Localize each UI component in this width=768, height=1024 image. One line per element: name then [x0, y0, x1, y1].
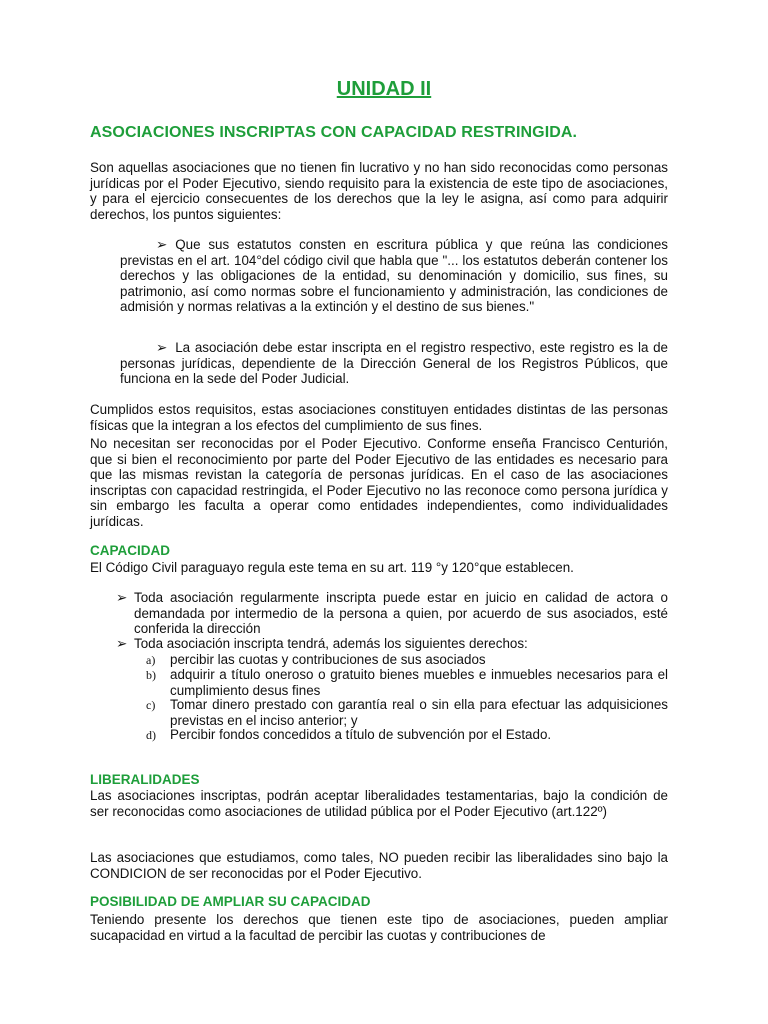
- derecho-item: [146, 727, 668, 743]
- derecho-text: Percibir fondos concedidos a título de subvención por el Estado.: [170, 727, 552, 742]
- derecho-letter: c): [146, 698, 156, 712]
- arrow-bullet-icon: ➢: [116, 636, 128, 651]
- derecho-text: Tomar dinero prestado con garantía real o sin ella para efectuar las adquisiciones previstas en el inciso anterior; y: [170, 697, 668, 728]
- derecho-letter: d): [146, 728, 156, 742]
- derecho-item: [146, 697, 668, 728]
- capacidad-bullet-1-text: Toda asociación regularmente inscripta puede estar en juicio en calidad de actora o demandada por intermedio de la persona a quien, por acuerdo de sus asociados, esté conferida la dirección: [134, 590, 668, 637]
- liberalidades-heading: LIBERALIDADES: [90, 772, 200, 787]
- requisito-2-text: La asociación debe estar inscripta en el registro respectivo, este registro es la de personas jurídicas, dependiente de la Dirección General de los Registros Públicos, que funciona en la sede del Poder Judicial.: [120, 340, 668, 387]
- arrow-bullet-icon: ➢: [116, 590, 128, 605]
- liberalidades-paragraph-1: Las asociaciones inscriptas, podrán aceptar liberalidades testamentarias, bajo la condición de ser reconocidas como asociaciones de utilidad pública por el Poder Ejecutivo (art.122º): [90, 788, 668, 819]
- arrow-bullet-icon: ➢: [156, 237, 168, 252]
- derecho-text: percibir las cuotas y contribuciones de sus asociados: [170, 652, 486, 667]
- derecho-item: [146, 652, 668, 668]
- derecho-text: adquirir a título oneroso o gratuito bienes muebles e inmuebles necesarios para el cumplimiento desus fines: [170, 667, 668, 698]
- capacidad-intro: El Código Civil paraguayo regula este tema en su art. 119 °y 120°que establecen.: [90, 560, 574, 575]
- capacidad-heading: CAPACIDAD: [90, 543, 170, 558]
- unit-title: UNIDAD II: [336, 78, 432, 100]
- posibilidad-paragraph: Teniendo presente los derechos que tienen este tipo de asociaciones, pueden ampliar sucapacidad en virtud a la facultad de percibir las cuotas y contribuciones de: [90, 912, 668, 943]
- derecho-item: [146, 667, 668, 698]
- capacidad-bullet-2: [116, 636, 668, 652]
- posibilidad-heading: POSIBILIDAD DE AMPLIAR SU CAPACIDAD: [90, 894, 371, 909]
- requisito-1-text: Que sus estatutos consten en escritura pública y que reúna las condiciones previstas en el art. 104°del código civil que habla que "... los estatutos deberán contener los derechos y las obligaciones de la entidad, su denominación y domicilio, sus fines, su patrimonio, así como normas sobre el funcionamiento y administración, las condiciones de admisión y normas relativas a la extinción y el destino de sus bienes.": [120, 237, 668, 315]
- capacidad-bullet-2-text: Toda asociación inscripta tendrá, además los siguientes derechos:: [134, 636, 528, 651]
- liberalidades-paragraph-2: Las asociaciones que estudiamos, como tales, NO pueden recibir las liberalidades sino bajo la CONDICION de ser reconocidas por el Poder Ejecutivo.: [90, 850, 668, 881]
- cumplidos-paragraph: Cumplidos estos requisitos, estas asociaciones constituyen entidades distintas de las personas físicas que la integran a los efectos del cumplimiento de sus fines.: [90, 402, 668, 433]
- no-necesitan-paragraph: No necesitan ser reconocidas por el Poder Ejecutivo. Conforme enseña Francisco Centurión, que si bien el reconocimiento por parte del Poder Ejecutivo de las entidades es necesario para que las mismas revistan la categoría de personas jurídicas. En el caso de las asociaciones inscriptas con capacidad restringida, el Poder Ejecutivo no las reconoce como persona jurídica y sin embargo les faculta a operar como entidades independientes, como individualidades jurídicas.: [90, 436, 668, 529]
- arrow-bullet-icon: ➢: [156, 340, 168, 355]
- requisito-2: [120, 340, 668, 387]
- capacidad-bullet-1: [116, 590, 668, 637]
- derecho-letter: b): [146, 668, 156, 682]
- requisito-1: [120, 237, 668, 315]
- section-heading: ASOCIACIONES INSCRIPTAS CON CAPACIDAD RESTRINGIDA.: [90, 124, 578, 141]
- intro-paragraph: Son aquellas asociaciones que no tienen fin lucrativo y no han sido reconocidas como personas jurídicas por el Poder Ejecutivo, siendo requisito para la existencia de este tipo de asociaciones, y para el ejercicio consecuentes de los derechos que la ley le asigna, así como para adquirir derechos, los puntos siguientes:: [90, 160, 668, 222]
- derecho-letter: a): [146, 653, 156, 667]
